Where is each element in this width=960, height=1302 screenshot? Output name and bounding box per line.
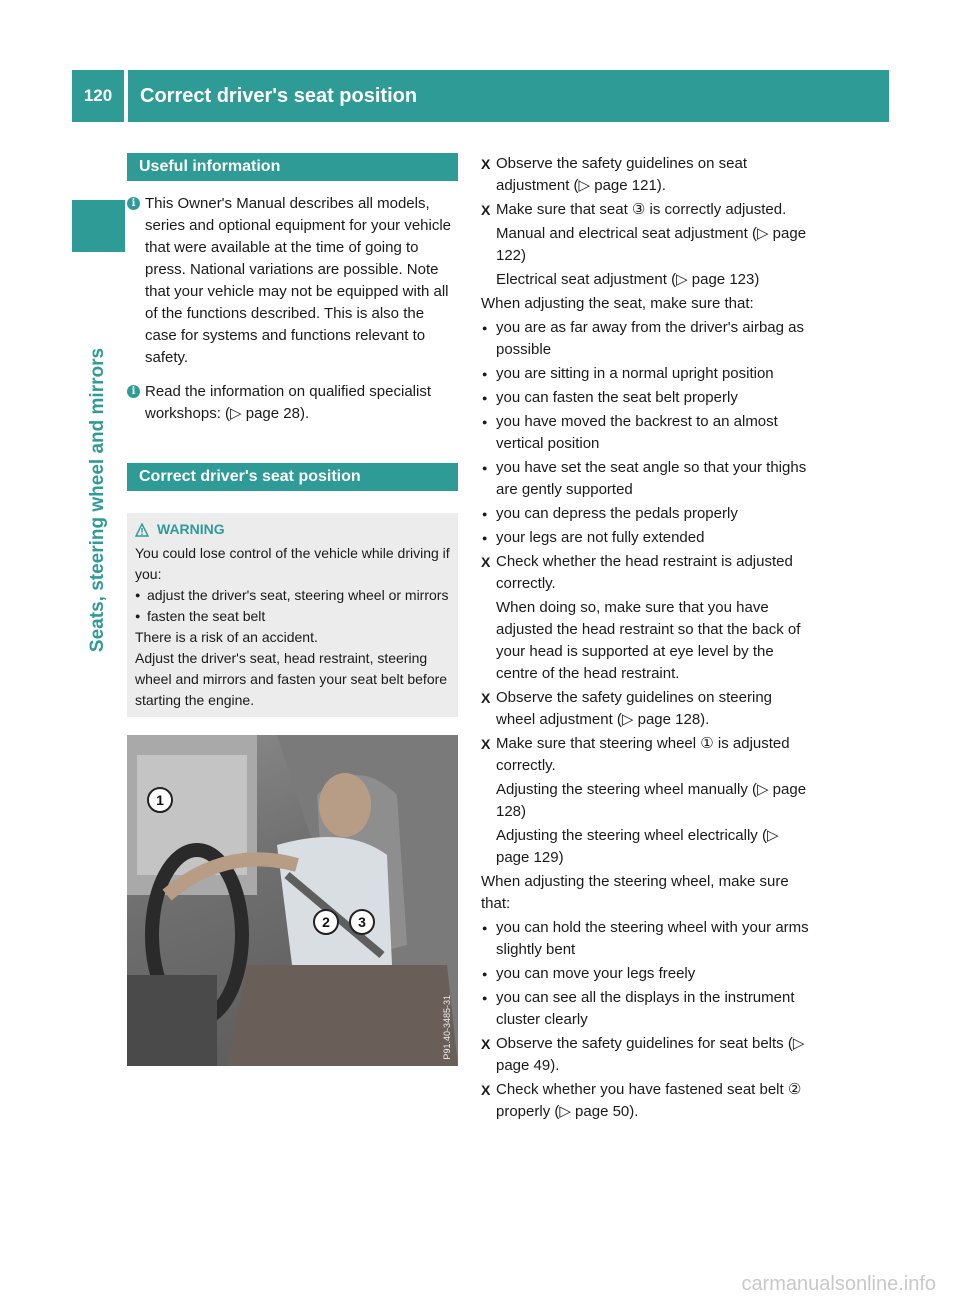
info-paragraph-workshops <box>127 381 458 425</box>
warning-box <box>127 513 458 717</box>
chapter-label: Seats, steering wheel and mirrors <box>87 347 108 653</box>
step-head-restraint: X Check whether the head restraint is adjusted correctly. <box>481 551 813 595</box>
info-text: This Owner's Manual describes all models, series and optional equipment for your vehicle that were available at the time of going to press. National variations are possible. Note that your vehicle may not be equipped with all of the functions described. This is also the case for systems and functions relevant to safety. <box>145 195 452 366</box>
ref-wheel-electrical: Adjusting the steering wheel electrically (▷ page 129) <box>496 827 779 866</box>
info-icon: i <box>127 385 140 398</box>
step-seat-adjusted: X Make sure that seat ③ is correctly adjusted. <box>481 199 813 221</box>
wheel-checklist-item: ● you can hold the steering wheel with your arms slightly bent <box>481 917 813 961</box>
wheel-checklist-item: ● you can see all the displays in the instrument cluster clearly <box>481 987 813 1031</box>
warning-action: Adjust the driver's seat, head restraint, steering wheel and mirrors and fasten your seat belt before starting the engine. <box>135 650 448 708</box>
info-text: Read the information on qualified specialist workshops: (▷ page 28). <box>145 383 432 422</box>
page-title: Correct driver's seat position <box>128 70 889 122</box>
seat-checklist-item: ● you have moved the backrest to an almost vertical position <box>481 411 813 455</box>
side-tab-marker <box>72 200 125 252</box>
warning-intro: You could lose control of the vehicle while driving if you: <box>135 545 450 582</box>
warning-item: ● fasten the seat belt <box>135 606 450 627</box>
ref-wheel-manual: Adjusting the steering wheel manually (▷ page 128) <box>496 781 807 820</box>
seat-checklist-item: ● you have set the seat angle so that your thighs are gently supported <box>481 457 813 501</box>
wheel-checklist-intro: When adjusting the steering wheel, make sure that: <box>481 873 789 912</box>
figure-code: P91.40-3485-31 <box>442 995 452 1060</box>
page-number: 120 <box>72 70 124 122</box>
useful-information-heading: Useful information <box>127 153 458 181</box>
step-belt-guidelines: X Observe the safety guidelines for seat belts (▷ page 49). <box>481 1033 813 1077</box>
step-seat-guidelines: X Observe the safety guidelines on seat adjustment (▷ page 121). <box>481 153 813 197</box>
left-column <box>127 153 458 1066</box>
head-restraint-detail: When doing so, make sure that you have adjusted the head restraint so that the back of your head is supported at eye level by the centre of the head restraint. <box>496 599 801 682</box>
warning-item: ● adjust the driver's seat, steering wheel or mirrors <box>135 585 450 606</box>
callout-seat: 3 <box>349 909 375 935</box>
right-column <box>481 153 813 1125</box>
wheel-checklist-item: ● you can move your legs freely <box>481 963 813 985</box>
seat-checklist-item: ● you can depress the pedals properly <box>481 503 813 525</box>
info-icon: i <box>127 197 140 210</box>
seat-checklist-item: ● your legs are not fully extended <box>481 527 813 549</box>
section-heading: Correct driver's seat position <box>127 463 458 491</box>
ref-manual-electrical: Manual and electrical seat adjustment (▷ page 122) <box>496 225 807 264</box>
warning-triangle-icon <box>135 523 149 537</box>
watermark: carmanualsonline.info <box>741 1273 936 1295</box>
seat-checklist-item: ● you are as far away from the driver's airbag as possible <box>481 317 813 361</box>
callout-seat-belt: 2 <box>313 909 339 935</box>
seat-checklist-item: ● you can fasten the seat belt properly <box>481 387 813 409</box>
ref-electrical: Electrical seat adjustment (▷ page 123) <box>496 271 760 288</box>
warning-title: WARNING <box>157 521 225 537</box>
seat-checklist-item: ● you are sitting in a normal upright position <box>481 363 813 385</box>
step-wheel-adjusted: X Make sure that steering wheel ① is adjusted correctly. <box>481 733 813 777</box>
driver-seat-illustration <box>127 735 458 1066</box>
warning-header <box>135 519 450 540</box>
step-belt-fastened: X Check whether you have fastened seat belt ② properly (▷ page 50). <box>481 1079 813 1123</box>
info-paragraph-models <box>127 193 458 369</box>
step-wheel-guidelines: X Observe the safety guidelines on steering wheel adjustment (▷ page 128). <box>481 687 813 731</box>
warning-risk: There is a risk of an accident. <box>135 629 318 645</box>
seat-checklist-intro: When adjusting the seat, make sure that: <box>481 295 754 312</box>
callout-steering-wheel: 1 <box>147 787 173 813</box>
driver-illustration-graphic <box>127 735 458 1066</box>
